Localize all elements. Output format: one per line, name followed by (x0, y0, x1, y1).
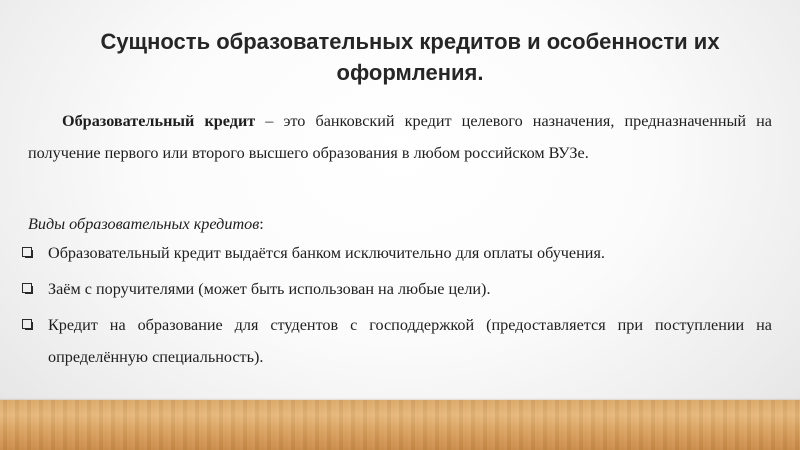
checkbox-bullet-icon (22, 247, 32, 257)
checkbox-bullet-icon (22, 319, 32, 329)
kinds-heading-text: Виды образовательных кредитов (28, 215, 260, 233)
definition-term: Образовательный кредит (62, 112, 256, 130)
kinds-list (20, 237, 772, 377)
kinds-heading (28, 213, 264, 235)
slide-title: Сущность образовательных кредитов и особенности их оформления. (100, 29, 720, 85)
list-item (20, 237, 772, 269)
definition-paragraph (28, 105, 772, 169)
list-item-text: Образовательный кредит выдаётся банком исключительно для оплаты обучения. (48, 244, 605, 262)
wooden-floor-decoration (0, 400, 800, 450)
list-item-text: Кредит на образование для студентов с господдержкой (предоставляется при поступлении на определённую специальность). (48, 316, 772, 366)
definition-text: – это банковский кредит целевого назначения, предназначенный на получение первого или второго высшего образования в любом российском ВУЗе. (28, 112, 772, 162)
list-item-text: Заём с поручителями (может быть использован на любые цели). (48, 280, 491, 298)
checkbox-bullet-icon (22, 283, 32, 293)
list-item (20, 273, 772, 305)
kinds-heading-colon: : (259, 215, 264, 233)
list-item (20, 309, 772, 373)
